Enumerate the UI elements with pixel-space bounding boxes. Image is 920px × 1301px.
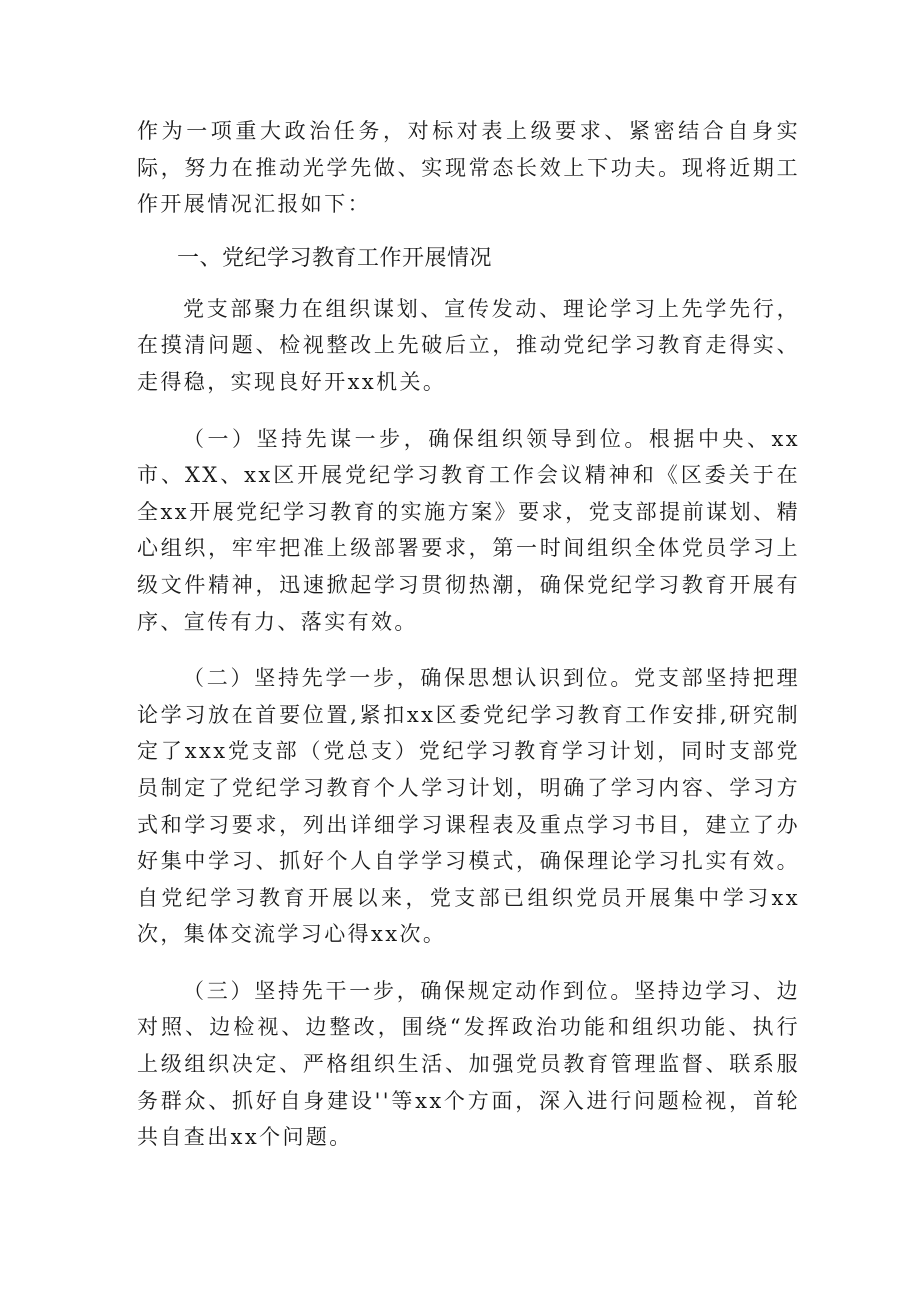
item-paragraph-2: （二）坚持先学一步，确保思想认识到位。党支部坚持把理论学习放在首要位置,紧扣xx区委党纪学习教育工作安排,研究制定了xxx党支部（党总支）党纪学习教育学习计划，同时支部党员制定了党纪学习教育个人学习计划，明确了学习内容、学习方式和学习要求，列出详细学习课程表及重点学习书目，建立了办好集中学习、抓好个人自学学习模式，确保理论学习扎实有效。自党纪学习教育开展以来，党支部已组织党员开展集中学习xx次，集体交流学习心得xx次。 [137,666,800,947]
section-summary-paragraph: 党支部聚力在组织谋划、宣传发动、理论学习上先学先行，在摸清问题、检视整改上先破后立，推动党纪学习教育走得实、走得稳，实现良好开xx机关。 [137,296,800,394]
item-paragraph-3: （三）坚持先干一步，确保规定动作到位。坚持边学习、边对照、边检视、边整改，围绕“发挥政治功能和组织功能、执行上级组织决定、严格组织生活、加强党员教育管理监督、联系服务群众、抓好自身建设''等xx个方面，深入进行问题检视，首轮共自查出xx个问题。 [137,978,800,1150]
item-paragraph-1: （一）坚持先谋一步，确保组织领导到位。根据中央、xx市、XX、xx区开展党纪学习教育工作会议精神和《区委关于在全xx开展党纪学习教育的实施方案》要求，党支部提前谋划、精心组织，牢牢把准上级部署要求，第一时间组织全体党员学习上级文件精神，迅速掀起学习贯彻热潮，确保党纪学习教育开展有序、宣传有力、落实有效。 [137,426,800,634]
section-heading: 一、党纪学习教育工作开展情况 [177,245,493,271]
intro-paragraph: 作为一项重大政治任务，对标对表上级要求、紧密结合自身实际，努力在推动光学先做、实现常态长效上下功夫。现将近期工作开展情况汇报如下： [137,119,800,217]
